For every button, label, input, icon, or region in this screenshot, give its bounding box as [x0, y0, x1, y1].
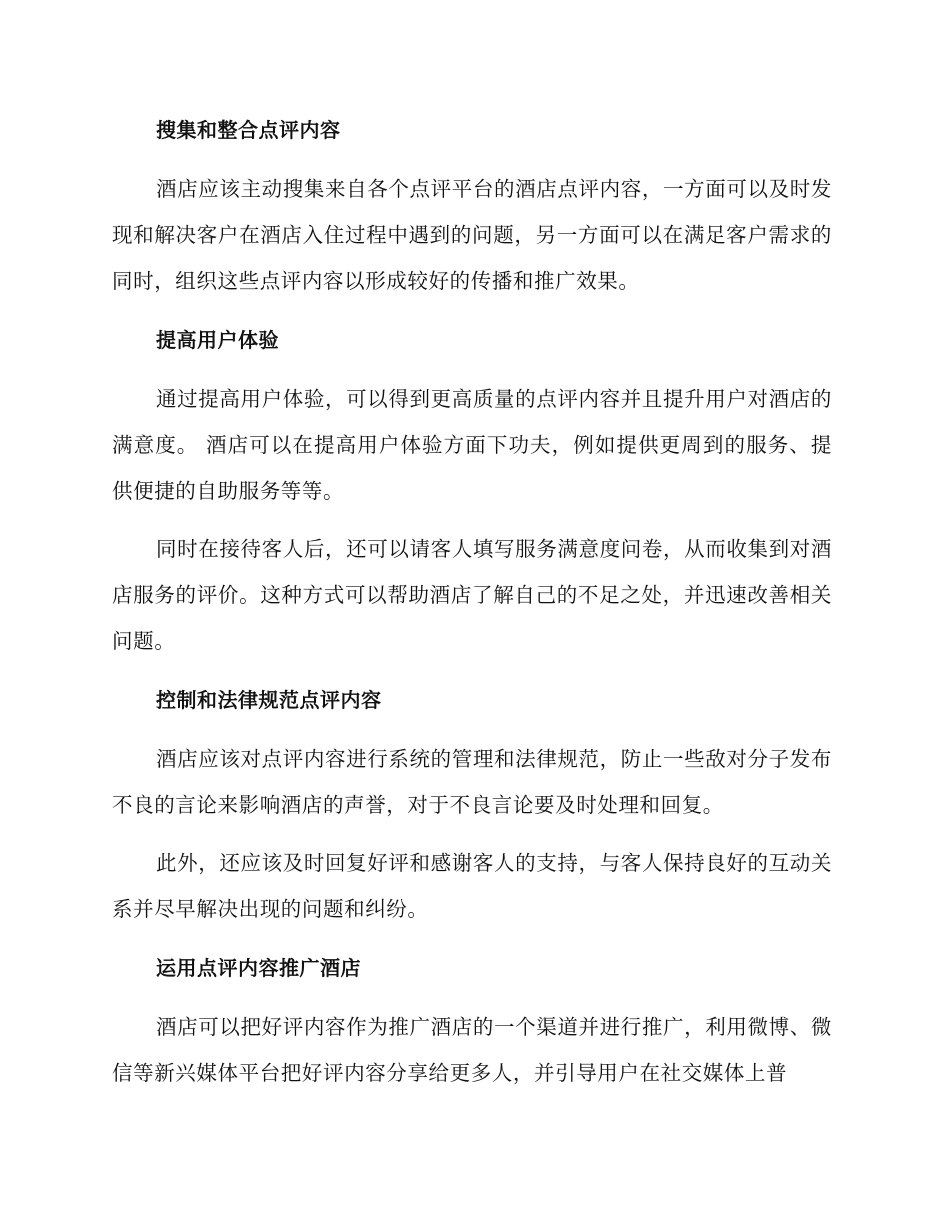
section-heading-collect-reviews: 搜集和整合点评内容 — [156, 118, 341, 142]
section-heading-control-regulate: 控制和法律规范点评内容 — [156, 688, 382, 712]
paragraph-user-experience-1: 通过提高用户体验，可以得到更高质量的点评内容并且提升用户对酒店的满意度。 酒店可以在提高用户体验方面下功夫，例如提供更周到的服务、提供便捷的自助服务等等。 — [112, 387, 832, 503]
paragraph-promote-hotel: 酒店可以把好评内容作为推广酒店的一个渠道并进行推广，利用微博、微信等新兴媒体平台把好评内容分享给更多人，并引导用户在社交媒体上普 — [112, 1015, 832, 1085]
paragraph-control-regulate-2: 此外，还应该及时回复好评和感谢客人的支持，与客人保持良好的互动关系并尽早解决出现的问题和纠纷。 — [112, 851, 832, 921]
paragraph-user-experience-2: 同时在接待客人后，还可以请客人填写服务满意度问卷，从而收集到对酒店服务的评价。这种方式可以帮助酒店了解自己的不足之处，并迅速改善相关问题。 — [112, 537, 832, 653]
paragraph-collect-reviews: 酒店应该主动搜集来自各个点评平台的酒店点评内容，一方面可以及时发现和解决客户在酒店入住过程中遇到的问题，另一方面可以在满足客户需求的同时，组织这些点评内容以形成较好的传播和推广效果。 — [112, 177, 832, 293]
paragraph-control-regulate-1: 酒店应该对点评内容进行系统的管理和法律规范，防止一些敌对分子发布不良的言论来影响酒店的声誉，对于不良言论要及时处理和回复。 — [112, 747, 832, 817]
section-heading-user-experience: 提高用户体验 — [156, 328, 279, 352]
document-body — [112, 110, 832, 1096]
section-heading-promote-hotel: 运用点评内容推广酒店 — [156, 956, 361, 980]
